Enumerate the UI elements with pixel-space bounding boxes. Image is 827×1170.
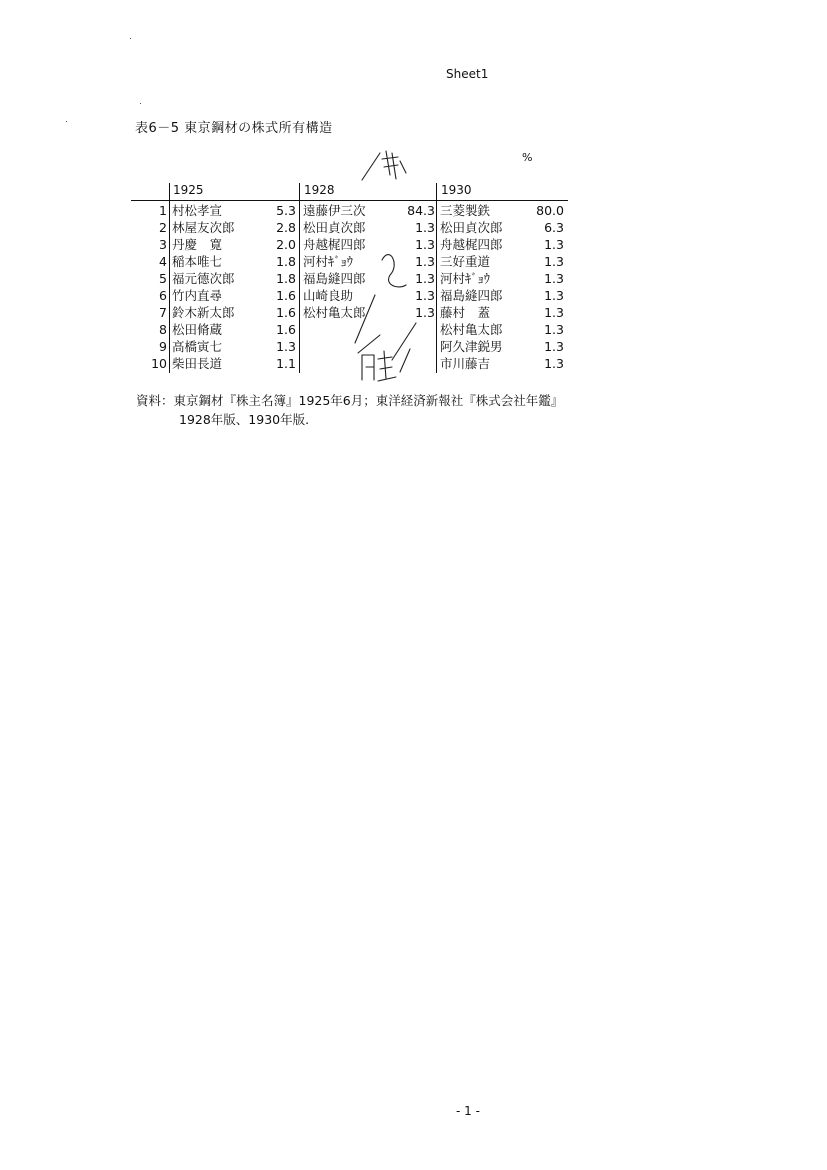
- year-header-1930: 1930: [441, 183, 472, 197]
- share-1925: 2.0: [276, 237, 296, 252]
- year-header-1925: 1925: [173, 183, 204, 197]
- holder-1930: 松田貞次郎: [440, 220, 503, 235]
- share-1925: 1.3: [276, 339, 296, 354]
- holder-1928: 舟越梶四郎: [303, 237, 366, 252]
- holder-1928: 福島縫四郎: [303, 271, 366, 286]
- share-1930: 1.3: [544, 288, 564, 303]
- scan-speck: [140, 103, 141, 104]
- rank-cell: 9: [159, 339, 167, 354]
- rank-cell: 5: [159, 271, 167, 286]
- share-1930: 1.3: [544, 356, 564, 371]
- holder-1925: 竹内直尋: [172, 288, 223, 303]
- rank-cell: 3: [159, 237, 167, 252]
- holder-1930: 藤村 蓋: [440, 305, 491, 320]
- rank-cell: 8: [159, 322, 167, 337]
- share-1930: 1.3: [544, 271, 564, 286]
- source-note: [136, 391, 563, 429]
- rank-cell: 10: [151, 356, 167, 371]
- share-1925: 1.6: [276, 305, 296, 320]
- holder-1925: 丹慶 寛: [172, 237, 223, 252]
- holder-1925: 福元德次郎: [172, 271, 235, 286]
- share-1930: 1.3: [544, 254, 564, 269]
- share-1930: 1.3: [544, 322, 564, 337]
- holder-1925: 高橋寅七: [172, 339, 223, 354]
- holder-1928: 松村亀太郎: [303, 305, 366, 320]
- share-1925: 1.6: [276, 288, 296, 303]
- share-1925: 1.1: [276, 356, 296, 371]
- holder-1930: 福島縫四郎: [440, 288, 503, 303]
- share-1930: 1.3: [544, 237, 564, 252]
- holder-1928: 松田貞次郎: [303, 220, 366, 235]
- holder-1930: 阿久津鋭男: [440, 339, 503, 354]
- rank-cell: 6: [159, 288, 167, 303]
- holder-1925: 鈴木新太郎: [172, 305, 235, 320]
- share-1930: 1.3: [544, 339, 564, 354]
- share-1925: 2.8: [276, 220, 296, 235]
- table-title: 表6－5 東京鋼材の株式所有構造: [135, 121, 333, 136]
- holder-1925: 村松孝宣: [172, 203, 223, 218]
- share-1925: 5.3: [276, 203, 296, 218]
- share-1928: 84.3: [407, 203, 435, 218]
- rank-cell: 7: [159, 305, 167, 320]
- source-line-2: 1928年版、1930年版.: [179, 412, 310, 427]
- share-1928: 1.3: [415, 305, 435, 320]
- holder-1925: 柴田長道: [172, 356, 223, 371]
- scan-speck: [130, 38, 131, 39]
- holder-1930: 三菱製鉄: [440, 203, 491, 218]
- rank-cell: 4: [159, 254, 167, 269]
- share-1925: 1.6: [276, 322, 296, 337]
- handwritten-annotation: [340, 145, 460, 395]
- holder-1928: 遠藤伊三次: [303, 203, 366, 218]
- scan-speck: [66, 121, 67, 122]
- share-1925: 1.8: [276, 271, 296, 286]
- share-1928: 1.3: [415, 254, 435, 269]
- unit-label: %: [522, 151, 533, 164]
- share-1928: 1.3: [415, 220, 435, 235]
- holder-1930: 松村亀太郎: [440, 322, 503, 337]
- holder-1930: 三好重道: [440, 254, 491, 269]
- share-1928: 1.3: [415, 288, 435, 303]
- share-1930: 6.3: [544, 220, 564, 235]
- source-line-1: 資料：東京鋼材『株主名簿』1925年6月；東洋経済新報社『株式会社年鑑』: [136, 393, 564, 408]
- share-1928: 1.3: [415, 271, 435, 286]
- holder-1930: 河村ｷﾞｮｳ: [440, 271, 491, 286]
- holder-1925: 稲本唯七: [172, 254, 223, 269]
- year-header-1928: 1928: [304, 183, 335, 197]
- holder-1930: 舟越梶四郎: [440, 237, 503, 252]
- rank-cell: 2: [159, 220, 167, 235]
- share-1930: 80.0: [536, 203, 564, 218]
- rank-cell: 1: [159, 203, 167, 218]
- holder-1930: 市川藤吉: [440, 356, 491, 371]
- share-1928: 1.3: [415, 237, 435, 252]
- share-1930: 1.3: [544, 305, 564, 320]
- page-number: - 1 -: [456, 1104, 480, 1118]
- holder-1925: 松田脩蔵: [172, 322, 223, 337]
- sheet-label: Sheet1: [446, 67, 489, 81]
- holder-1925: 林屋友次郎: [172, 220, 235, 235]
- holder-1928: 河村ｷﾞｮｳ: [303, 254, 354, 269]
- share-1925: 1.8: [276, 254, 296, 269]
- holder-1928: 山崎良助: [303, 288, 354, 303]
